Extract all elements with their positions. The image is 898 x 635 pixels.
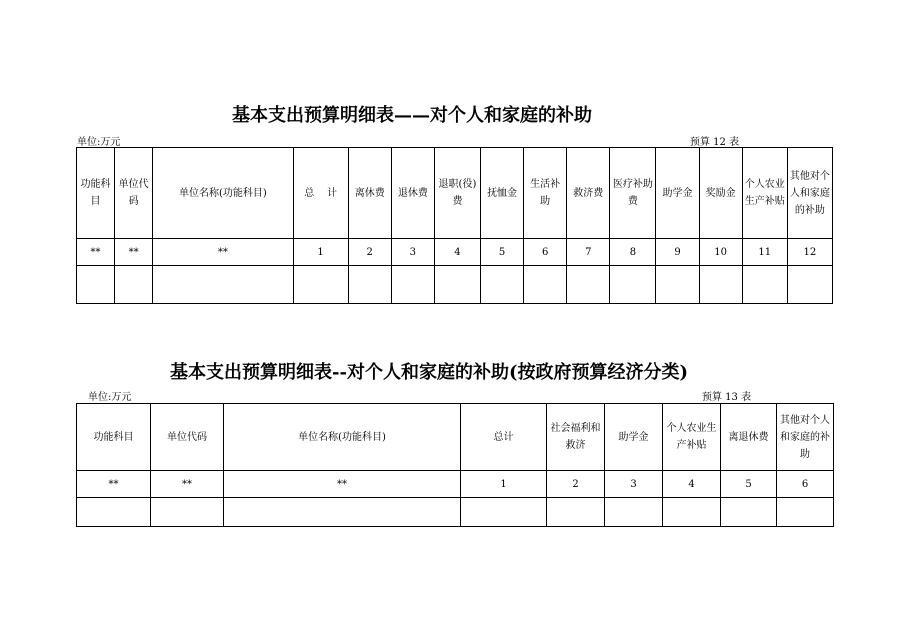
empty-cell xyxy=(391,266,434,304)
index-cell: 7 xyxy=(567,239,610,266)
empty-cell xyxy=(656,266,699,304)
index-cell: 1 xyxy=(293,239,348,266)
index-cell: 6 xyxy=(777,471,834,498)
empty-cell xyxy=(699,266,742,304)
table-12-unit-label: 单位:万元 xyxy=(77,137,121,148)
index-cell: 2 xyxy=(547,471,605,498)
index-cell: 4 xyxy=(663,471,721,498)
empty-cell xyxy=(293,266,348,304)
empty-cell xyxy=(605,498,663,527)
header-cell: 救济费 xyxy=(567,148,610,239)
index-cell: 1 xyxy=(461,471,547,498)
header-cell: 单位名称(功能科目) xyxy=(224,404,461,471)
table-12-empty-row xyxy=(77,266,833,304)
empty-cell xyxy=(663,498,721,527)
table-13-index-row xyxy=(77,471,834,498)
header-cell: 单位代码 xyxy=(151,404,224,471)
index-cell: ** xyxy=(77,471,151,498)
header-cell: 生活补助 xyxy=(524,148,567,239)
header-cell: 助学金 xyxy=(605,404,663,471)
header-cell: 退休费 xyxy=(391,148,434,239)
header-cell: 单位代码 xyxy=(115,148,153,239)
empty-cell xyxy=(567,266,610,304)
empty-cell xyxy=(434,266,480,304)
empty-cell xyxy=(348,266,391,304)
empty-cell xyxy=(153,266,293,304)
empty-cell xyxy=(77,498,151,527)
empty-cell xyxy=(461,498,547,527)
index-cell: 8 xyxy=(610,239,656,266)
index-cell: 10 xyxy=(699,239,742,266)
header-cell: 社会福利和救济 xyxy=(547,404,605,471)
index-cell: 4 xyxy=(434,239,480,266)
empty-cell xyxy=(777,498,834,527)
empty-cell xyxy=(151,498,224,527)
header-cell: 奖励金 xyxy=(699,148,742,239)
empty-cell xyxy=(721,498,777,527)
header-cell: 抚恤金 xyxy=(481,148,524,239)
header-cell: 其他对个人和家庭的补助 xyxy=(777,404,834,471)
index-cell: 5 xyxy=(721,471,777,498)
empty-cell xyxy=(115,266,153,304)
table-12-header-row xyxy=(77,148,833,239)
index-cell: ** xyxy=(151,471,224,498)
index-cell: 3 xyxy=(391,239,434,266)
table-12-code: 预算 12 表 xyxy=(690,137,740,148)
header-cell: 助学金 xyxy=(656,148,699,239)
empty-cell xyxy=(610,266,656,304)
table-12-title: 基本支出预算明细表——对个人和家庭的补助 xyxy=(232,105,592,126)
index-cell: ** xyxy=(77,239,115,266)
empty-cell xyxy=(481,266,524,304)
table-12-index-row xyxy=(77,239,833,266)
empty-cell xyxy=(224,498,461,527)
header-cell: 离退休费 xyxy=(721,404,777,471)
empty-cell xyxy=(77,266,115,304)
header-cell: 功能科目 xyxy=(77,148,115,239)
header-cell: 个人农业生产补贴 xyxy=(742,148,787,239)
header-cell: 单位名称(功能科目) xyxy=(153,148,293,239)
header-cell: 总计 xyxy=(461,404,547,471)
header-cell: 离休费 xyxy=(348,148,391,239)
header-cell: 总 计 xyxy=(293,148,348,239)
empty-cell xyxy=(742,266,787,304)
empty-cell xyxy=(787,266,832,304)
budget-table-13 xyxy=(76,403,834,527)
table-13-title: 基本支出预算明细表--对个人和家庭的补助(按政府预算经济分类) xyxy=(170,362,688,383)
index-cell: 5 xyxy=(481,239,524,266)
index-cell: 9 xyxy=(656,239,699,266)
table-13-unit-label: 单位:万元 xyxy=(88,392,132,403)
index-cell: 11 xyxy=(742,239,787,266)
header-cell: 其他对个人和家庭的补助 xyxy=(787,148,832,239)
budget-table-12 xyxy=(76,147,833,304)
index-cell: 6 xyxy=(524,239,567,266)
table-13-empty-row xyxy=(77,498,834,527)
header-cell: 个人农业生产补贴 xyxy=(663,404,721,471)
index-cell: ** xyxy=(115,239,153,266)
index-cell: 3 xyxy=(605,471,663,498)
table-13-header-row xyxy=(77,404,834,471)
index-cell: ** xyxy=(224,471,461,498)
index-cell: ** xyxy=(153,239,293,266)
header-cell: 退职(役)费 xyxy=(434,148,480,239)
empty-cell xyxy=(547,498,605,527)
header-cell: 医疗补助费 xyxy=(610,148,656,239)
index-cell: 2 xyxy=(348,239,391,266)
empty-cell xyxy=(524,266,567,304)
table-13-code: 预算 13 表 xyxy=(702,392,752,403)
index-cell: 12 xyxy=(787,239,832,266)
header-cell: 功能科目 xyxy=(77,404,151,471)
